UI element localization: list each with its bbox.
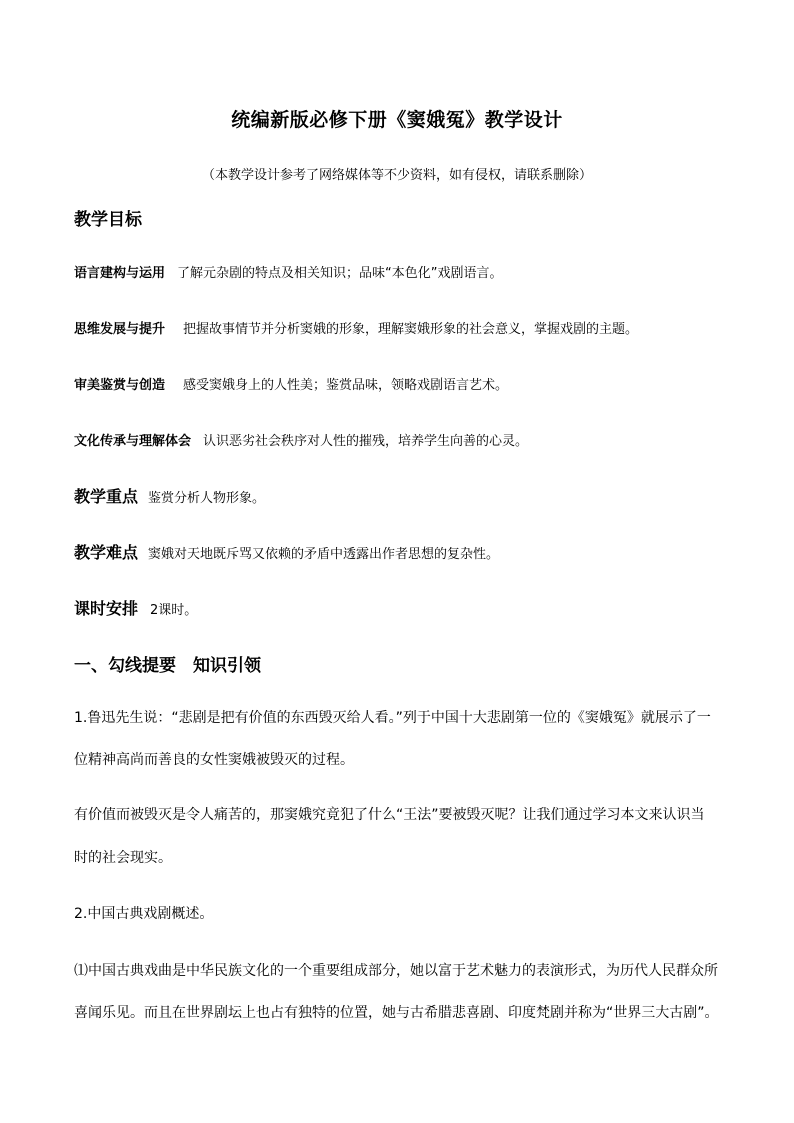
goal-label: 语言建构与运用 xyxy=(74,266,166,281)
goal-item xyxy=(74,374,508,393)
goal-text: 把握故事情节并分析窦娥的形象，理解窦娥形象的社会意义，掌握戏剧的主题。 xyxy=(183,322,639,337)
difficult-point xyxy=(74,540,499,563)
goal-text: 了解元杂剧的特点及相关知识；品味“本色化”戏剧语言。 xyxy=(177,266,503,281)
section-heading: 一、勾线提要 知识引领 xyxy=(74,656,261,676)
schedule xyxy=(74,596,197,619)
paragraph-line: 2.中国古典戏剧概述。 xyxy=(74,906,214,922)
difficult-point-label: 教学难点 xyxy=(74,543,139,562)
schedule-text: 2课时。 xyxy=(150,603,198,618)
goal-text: 感受窦娥身上的人性美；鉴赏品味，领略戏剧语言艺术。 xyxy=(183,378,509,393)
goal-item xyxy=(74,318,638,337)
difficult-point-text: 窦娥对天地既斥骂又依赖的矛盾中透露出作者思想的复杂性。 xyxy=(148,547,500,562)
document-title: 统编新版必修下册《窦娥冤》教学设计 xyxy=(231,109,563,131)
paragraph-line: 喜闻乐见。而且在世界剧坛上也占有独特的位置，她与古希腊悲喜剧、印度梵剧并称为“世界三大古剧”。 xyxy=(74,1005,719,1021)
goal-item xyxy=(74,262,503,281)
key-point-label: 教学重点 xyxy=(74,487,139,506)
goal-label: 思维发展与提升 xyxy=(74,322,166,337)
key-point xyxy=(74,484,265,507)
paragraph-line: 1.鲁迅先生说：“悲剧是把有价值的东西毁灭给人看。”列于中国十大悲剧第一位的《窦娥冤》就展示了一 xyxy=(74,710,711,726)
goal-label: 审美鉴赏与创造 xyxy=(74,378,166,393)
goal-label: 文化传承与理解体会 xyxy=(74,434,192,449)
paragraph-line: 时的社会现实。 xyxy=(74,850,172,866)
paragraph-line: ⑴中国古典戏曲是中华民族文化的一个重要组成部分，她以富于艺术魅力的表演形式，为历代人民群众所 xyxy=(74,963,718,979)
schedule-label: 课时安排 xyxy=(74,599,139,618)
goals-heading: 教学目标 xyxy=(74,210,142,230)
goal-item xyxy=(74,430,528,449)
key-point-text: 鉴赏分析人物形象。 xyxy=(148,491,266,506)
goal-text: 认识恶劣社会秩序对人性的摧残，培养学生向善的心灵。 xyxy=(203,434,529,449)
paragraph-line: 位精神高尚而善良的女性窦娥被毁灭的过程。 xyxy=(74,752,354,768)
document-subtitle: （本教学设计参考了网络媒体等不少资料，如有侵权，请联系删除） xyxy=(201,168,592,183)
paragraph-line: 有价值而被毁灭是令人痛苦的，那窦娥究竟犯了什么“王法”要被毁灭呢？让我们通过学习本文来认识当 xyxy=(74,807,705,823)
